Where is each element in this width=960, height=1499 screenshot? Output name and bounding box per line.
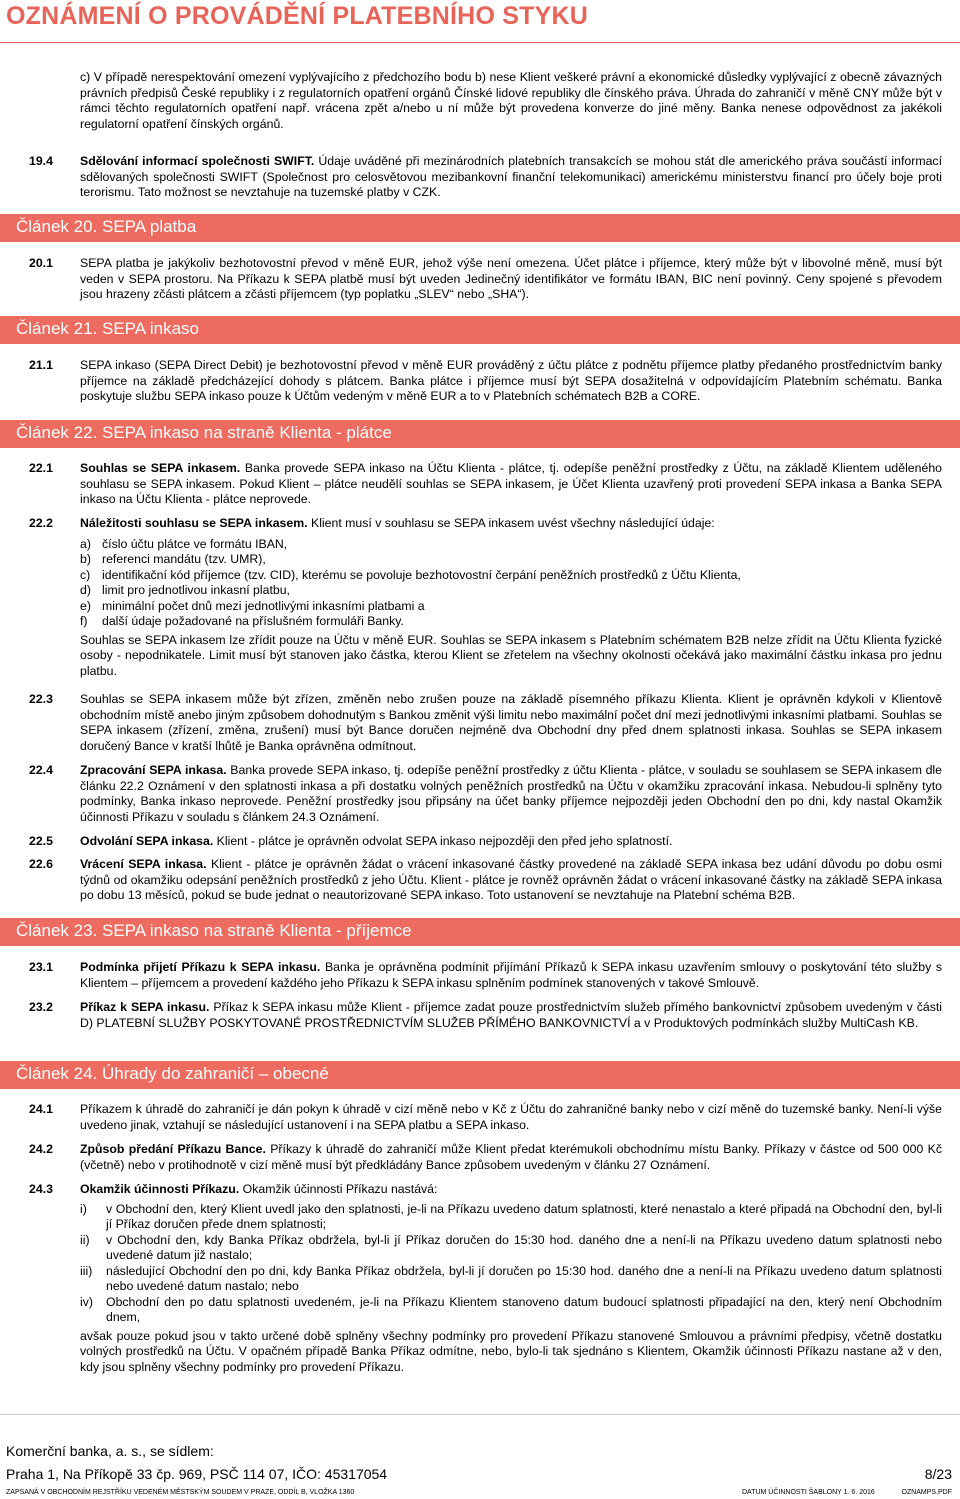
footer-validity: DATUM ÚČINNOSTI ŠABLONY 1. 6. 2016 xyxy=(742,1489,875,1496)
requirements-list xyxy=(80,537,942,630)
paragraph-text: Klient - plátce je oprávněn odvolat SEPA inkaso nejpozději den před jeho splatností. xyxy=(213,834,673,848)
list-item-text: limit pro jednotlivou inkasní platbu, xyxy=(102,583,290,597)
paragraph-heading: Vrácení SEPA inkasa. xyxy=(80,857,207,871)
paragraph-22-2 xyxy=(80,516,942,679)
article-20-heading xyxy=(0,214,960,242)
article-heading-text: Článek 21. SEPA inkaso xyxy=(16,319,200,338)
list-item-label: ii) xyxy=(80,1232,90,1247)
paragraph-heading: Zpracování SEPA inkasa. xyxy=(80,763,227,777)
list-item xyxy=(80,1295,942,1326)
list-item xyxy=(80,568,942,584)
list-item xyxy=(80,599,942,615)
section-number: 22.6 xyxy=(29,857,53,871)
footer-register: ZAPSANÁ V OBCHODNÍM REJSTŘÍKU VEDENÉM MĚSTSKÝM SOUDEM V PRAZE, ODDÍL B, VLOŽKA 1360 xyxy=(6,1489,355,1496)
list-item xyxy=(80,614,942,630)
effective-moment-list xyxy=(80,1202,942,1326)
section-number: 22.2 xyxy=(29,516,53,530)
paragraph-22-6 xyxy=(80,857,942,904)
section-number: 19.4 xyxy=(29,154,53,168)
paragraph-heading: Příkaz k SEPA inkasu. xyxy=(80,1000,210,1014)
footer-address: Praha 1, Na Příkopě 33 čp. 969, PSČ 114 07, IČO: 45317054 xyxy=(6,1466,388,1482)
section-number: 22.1 xyxy=(29,461,53,475)
list-item xyxy=(80,537,942,553)
article-heading-text: Článek 24. Úhrady do zahraničí – obecné xyxy=(16,1064,329,1083)
list-item-label: iii) xyxy=(80,1263,93,1278)
list-item-label: iv) xyxy=(80,1294,93,1309)
section-number: 20.1 xyxy=(29,256,53,270)
page-number: 8/23 xyxy=(924,1466,952,1482)
paragraph-heading: Způsob předání Příkazu Bance. xyxy=(80,1142,266,1156)
article-24-heading xyxy=(0,1061,960,1089)
list-item-text: referenci mandátu (tzv. UMR), xyxy=(102,552,266,566)
article-heading-text: Článek 22. SEPA inkaso na straně Klienta - plátce xyxy=(16,423,392,442)
paragraph-text: avšak pouze pokud jsou v takto určené době splněny všechny podmínky pro provedení Příkazu stanovené Smlouvou a právními předpisy, včetně dostatku volných prostředků na Účtu. V opačném případě Banka Příkaz odmítne, nebo, bylo-li tak sjednáno s Klientem, Okamžik účinnosti Příkazu nastane až v den, kdy jsou splněny všechny podmínky pro provedení Příkazu. xyxy=(80,1328,942,1374)
article-22-heading xyxy=(0,420,960,448)
list-item-text: Obchodní den po datu splatnosti uvedeném, je-li na Příkazu Klientem stanoveno datum budoucí splatnosti připadající na den, který není Obchodním dnem, xyxy=(106,1294,942,1324)
list-item-label: c) xyxy=(80,567,91,582)
footer-company: Komerční banka, a. s., se sídlem: xyxy=(6,1443,214,1459)
list-item-label: a) xyxy=(80,536,91,551)
list-item-label: f) xyxy=(80,614,88,628)
paragraph-19-3-c: c) V případě nerespektování omezení vyplývajícího z předchozího bodu b) nese Klient veškeré právní a ekonomické důsledky vyplývající z obecně závazných právních předpisů České republiky i z regulatorních opatření orgánů Čínské lidové republiky dle čínského práva. Úhrada do zahraničí v měně CNY může být v rámci těchto regulatorních opatření např. vrácena zpět a/nebo u ní může být provedena konverze do jiné měny. Banka nenese odpovědnost za jakékoli regulatorní opatření čínských orgánů. xyxy=(80,70,942,131)
title-rule xyxy=(0,42,960,43)
section-number: 24.1 xyxy=(29,1102,53,1116)
paragraph-22-1 xyxy=(80,461,942,508)
paragraph-text: Klient - plátce je oprávněn žádat o vrácení inkasované částky provedené na základě SEPA inkasa bez udání důvodu po dobu osmi týdnů od okamžiku odepsání peněžních prostředků z jeho Účtu. Klient - plátce je rovněž oprávněn žádat o vrácení inkasované částky na základě SEPA inkasa po dobu 13 měsíců, pokud se bude jednat o neautorizované SEPA inkaso. Toto ustanovení se nevztahuje na Platební schéma B2B. xyxy=(80,857,943,902)
list-item-label: e) xyxy=(80,598,91,613)
paragraph-heading: Odvolání SEPA inkasa. xyxy=(80,834,214,848)
list-item xyxy=(80,1264,942,1295)
paragraph-text: Okamžik účinnosti Příkazu nastává: xyxy=(239,1182,438,1196)
footer-rule xyxy=(0,1414,960,1415)
document-title: OZNÁMENÍ O PROVÁDĚNÍ PLATEBNÍHO STYKU xyxy=(6,2,588,30)
paragraph-heading: Podmínka přijetí Příkazu k SEPA inkasu. xyxy=(80,960,321,974)
paragraph-20-1: SEPA platba je jakýkoliv bezhotovostní převod v měně EUR, jehož výše není omezena. Účet plátce i příjemce, který může být v libovolné měně, musí být veden v SEPA prostoru. Na Příkazu k SEPA platbě musí být uveden Jedinečný identifikátor ve formátu IBAN, BIC není povinný. Ceny spojené s převodem jsou hrazeny zčásti plátcem a zčásti příjemcem (typ poplatku „SLEV“ nebo „SHA“). xyxy=(80,256,942,301)
list-item-text: další údaje požadované na příslušném formuláři Banky. xyxy=(102,614,404,628)
paragraph-heading: Sdělování informací společnosti SWIFT. xyxy=(80,154,315,168)
paragraph-heading: Náležitosti souhlasu se SEPA inkasem. xyxy=(80,516,308,530)
list-item-text: číslo účtu plátce ve formátu IBAN, xyxy=(102,536,288,551)
paragraph-21-1: SEPA inkaso (SEPA Direct Debit) je bezhotovostní převod v měně EUR prováděný z účtu plátce z podnětu příjemce platby předaného prostřednictvím banky příjemce na základě předcházející dohody s plátcem. Banka plátce i příjemce musí být SEPA dosažitelná v odpovídajícím Platebním schématu. Banka poskytuje službu SEPA inkaso pouze k Účtům vedeným v měně EUR a to v Platebních schématech B2B a CORE. xyxy=(80,358,942,403)
section-number: 22.5 xyxy=(29,834,53,848)
paragraph-23-2 xyxy=(80,1000,942,1031)
section-number: 23.2 xyxy=(29,1000,53,1014)
list-item-label: d) xyxy=(80,583,91,597)
section-number: 24.3 xyxy=(29,1182,53,1196)
paragraph-text: Souhlas se SEPA inkasem lze zřídit pouze na Účtu v měně EUR. Souhlas se SEPA inkasem s Platebním schématem B2B nelze zřídit na Účtu Klienta fyzické osoby - nepodnikatele. Limit musí být stanoven jako částka, kterou Klient se zřetelem na všechny okolnosti očekává jako maximální částku inkasa pro jednu platbu. xyxy=(80,632,942,678)
paragraph-24-3 xyxy=(80,1182,942,1375)
paragraph-text: Příkaz k SEPA inkasu může Klient - příjemce zadat pouze prostřednictvím služeb přímého bankovnictví způsobem uvedeným v části D) PLATEBNÍ SLUŽBY POSKYTOVANÉ PROSTŘEDNICTVÍM SLUŽEB PŘÍMÉHO BANKOVNICTVÍ a v Produktových podmínkách služby MultiCash KB. xyxy=(80,1000,942,1030)
article-21-heading xyxy=(0,316,960,344)
article-heading-text: Článek 23. SEPA inkaso na straně Klienta - příjemce xyxy=(16,921,412,940)
paragraph-text: Banka provede SEPA inkaso na Účtu Klienta - plátce, tj. odepíše peněžní prostředky z Účtu, na základě Klientem uděleného souhlasu se SEPA inkasem. Pokud Klient – plátce neudělí souhlas se SEPA inkasem, je Účet Klienta uzavřený proti provedení SEPA inkasa a Banka SEPA inkaso na Účtu Klienta - plátce neprovede. xyxy=(80,461,942,506)
list-item-label: i) xyxy=(80,1201,87,1216)
paragraph-text: Příkazy k úhradě do zahraničí může Klient předat kterémukoli obchodnímu místu Banky. Příkazy v částce od 500 000 Kč (včetně) nebo v protihodnotě v cizí měně musí být předkládány Bance způsobem uvedeným v článku 27 Oznámení. xyxy=(80,1142,942,1172)
section-number: 23.1 xyxy=(29,960,53,974)
paragraph-19-4 xyxy=(80,154,942,201)
paragraph-text: Není-li výše uvedeno jinak, vztahují se následující ustanovení i na SEPA platbu a SEPA inkaso. xyxy=(80,1102,942,1132)
paragraph-text: Údaje uváděné při mezinárodních platebních transakcích se mohou stát dle amerického práva součástí informací sdělovaných společnosti SWIFT (Společnost pro celosvětovou mezibankovní finanční telekomunikaci) americkému ministerstvu financí pro účely boje proti terorismu. Tato možnost se nevztahuje na tuzemské platby v CZK. xyxy=(80,154,942,199)
paragraph-22-3: Souhlas se SEPA inkasem může být zřízen, změněn nebo zrušen pouze na základě písemného příkazu Klienta. Klient je oprávněn kdykoli v Klientově obchodním místě anebo jiným způsobem dohodnutým s Bankou změnit výši limitu nebo maximální počet dní mezi jednotlivými inkasními platbami. Souhlas se SEPA inkasem (zřízení, změna, zrušení) musí být Bance doručen nejméně dva Obchodní dny před dnem splatnosti inkasa. Souhlas se SEPA inkasem doručený Bance v kratší lhůtě je Banka oprávněna odmítnout. xyxy=(80,692,942,753)
paragraph-22-4 xyxy=(80,763,942,825)
section-number: 21.1 xyxy=(29,358,53,372)
list-item xyxy=(80,583,942,599)
list-item-text: v Obchodní den, který Klient uvedl jako den splatnosti, je-li na Příkazu uvedeno datum splatnosti, které nenastalo a které připadá na Obchodní den, byl-li jí Příkaz doručen přede dnem splatnosti; xyxy=(106,1201,942,1231)
paragraph-24-2 xyxy=(80,1142,942,1173)
paragraph-text: Banka provede SEPA inkaso, tj. odepíše peněžní prostředky z účtu Klienta - plátce, v souladu se souhlasem se SEPA inkasem dle článku 22.2 Oznámení v den splatnosti inkasa a při dostatku volných peněžních prostředků na Účtu v okamžiku zpracování inkasa. Nebudou-li splněny tyto podmínky, Banka inkaso neprovede. Peněžní prostředky jsou připsány na účet banky příjemce nejpozději jeden Obchodní den po dni, kdy nastal Okamžik účinnosti Příkazu v souladu s článkem 24.3 Oznámení. xyxy=(80,763,942,824)
list-item xyxy=(80,1202,942,1233)
paragraph-heading: Souhlas se SEPA inkasem. xyxy=(80,461,241,475)
article-23-heading xyxy=(0,918,960,946)
list-item xyxy=(80,552,942,568)
list-item-text: minimální počet dnů mezi jednotlivými inkasními platbami a xyxy=(102,598,425,613)
paragraph-heading: Okamžik účinnosti Příkazu. xyxy=(80,1182,240,1196)
paragraph-24-1 xyxy=(80,1102,942,1133)
footer-code: OZNAMPS.PDF xyxy=(901,1489,952,1496)
paragraph-text: Příkazem k úhradě do zahraničí je dán pokyn k úhradě v cizí měně nebo v Kč z Účtu do zahraničné banky nebo v cizí měně do tuzemské banky. xyxy=(80,1102,874,1116)
paragraph-23-1 xyxy=(80,960,942,991)
article-heading-text: Článek 20. SEPA platba xyxy=(16,217,197,236)
list-item-text: identifikační kód příjemce (tzv. CID), kterému se povoluje bezhotovostní čerpání peněžních prostředků z Účtu Klienta, xyxy=(102,567,741,582)
section-number: 22.4 xyxy=(29,763,53,777)
list-item-text: následující Obchodní den po dni, kdy Banka Příkaz obdržela, byl-li jí doručen po 15:30 hod. daného dne a není-li na Příkazu uvedeno datum splatnosti nebo uvedené datum nastalo; nebo xyxy=(106,1263,942,1293)
section-number: 22.3 xyxy=(29,692,53,706)
list-item xyxy=(80,1233,942,1264)
paragraph-text: Klient musí v souhlasu se SEPA inkasem uvést všechny následující údaje: xyxy=(307,516,715,530)
section-number: 24.2 xyxy=(29,1142,53,1156)
paragraph-text: Banka je oprávněna podmínit přijímání Příkazů k SEPA inkasu uzavřením smlouvy o poskytování této služby s Klientem – příjemcem a provedení každého jeho Příkazu k SEPA inkasu splněním podmínek stanovených v takové Smlouvě. xyxy=(80,960,942,990)
paragraph-22-5 xyxy=(80,834,942,850)
list-item-text: v Obchodní den, kdy Banka Příkaz obdržela, byl-li jí Příkaz doručen do 15:30 hod. daného dne a není-li na Příkazu uvedeno datum splatnosti nebo uvedené datum již nastalo; xyxy=(106,1232,942,1262)
list-item-label: b) xyxy=(80,552,91,566)
